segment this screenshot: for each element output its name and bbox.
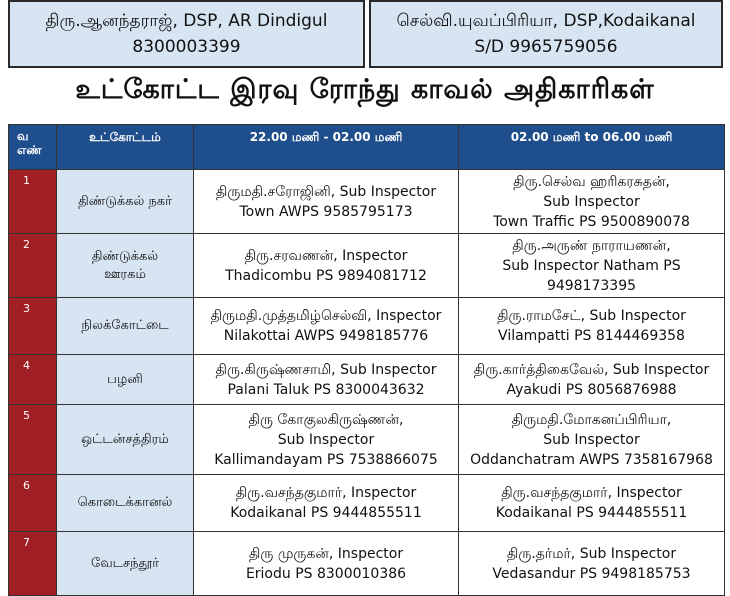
shift-2-officer-cell xyxy=(459,298,725,355)
shift-1-officer-line: திரு.கிருஷ்ணசாமி, Sub Inspector xyxy=(215,361,437,378)
shift-2-officer-cell xyxy=(459,532,725,596)
header-shift-1: 22.00 மணி - 02.00 மணி xyxy=(194,125,459,170)
shift-2-officer-line: 9498173395 xyxy=(546,277,637,294)
serial-number-cell: 2 xyxy=(9,234,57,298)
header-division: உட்கோட்டம் xyxy=(57,125,194,170)
division-cell xyxy=(57,234,194,298)
serial-number-cell: 3 xyxy=(9,298,57,355)
shift-2-officer-line: Vedasandur PS 9498185753 xyxy=(492,565,691,582)
header-left-phone: 8300003399 xyxy=(132,37,241,57)
shift-2-officer-line: திரு.கார்த்திகைவேல், Sub Inspector xyxy=(473,361,710,378)
shift-2-officer-line: திரு.வசந்தகுமார், Inspector xyxy=(501,485,682,501)
table-row xyxy=(9,532,725,596)
division-cell xyxy=(57,170,194,234)
shift-1-officer-line: Kallimandayam PS 7538866075 xyxy=(214,451,438,468)
division-line: நிலக்கோட்டை xyxy=(81,318,169,333)
shift-1-officer-line: Sub Inspector xyxy=(277,431,375,448)
table-row xyxy=(9,234,725,298)
shift-1-officer-line: Eriodu PS 8300010386 xyxy=(245,565,407,582)
serial-number-cell: 6 xyxy=(9,475,57,532)
division-cell xyxy=(57,298,194,355)
shift-1-officer-cell xyxy=(194,355,459,405)
serial-number-cell: 1 xyxy=(9,170,57,234)
shift-2-officer-line: திரு.ராமசேட், Sub Inspector xyxy=(497,308,686,324)
shift-2-officer-line: திரு.செல்வ ஹரிகரசுதன், xyxy=(513,173,670,190)
division-cell xyxy=(57,532,194,596)
shift-1-officer-cell xyxy=(194,298,459,355)
division-line: திண்டுக்கல் xyxy=(91,248,159,264)
shift-2-officer-line: Vilampatti PS 8144469358 xyxy=(498,328,685,344)
division-line: கொடைக்கானல் xyxy=(77,495,173,510)
shift-2-officer-line: Sub Inspector Natham PS xyxy=(502,257,681,274)
header-officer-left xyxy=(8,0,365,68)
serial-number-cell: 7 xyxy=(9,532,57,596)
table-row xyxy=(9,170,725,234)
shift-1-officer-cell xyxy=(194,170,459,234)
shift-1-officer-line: Palani Taluk PS 8300043632 xyxy=(227,381,425,398)
shift-1-officer-line: Thadicombu PS 9894081712 xyxy=(225,267,427,284)
shift-1-officer-line: திரு.சரவணன், Inspector xyxy=(244,247,408,264)
serial-number-cell: 5 xyxy=(9,405,57,475)
shift-2-officer-line: Ayakudi PS 8056876988 xyxy=(506,381,677,398)
shift-2-officer-cell xyxy=(459,355,725,405)
shift-1-officer-line: Nilakottai AWPS 9498185776 xyxy=(223,328,429,344)
division-cell xyxy=(57,355,194,405)
shift-2-officer-line: திரு.அருண் நாராயணன், xyxy=(512,237,671,254)
table-row xyxy=(9,405,725,475)
shift-2-officer-line: Oddanchatram AWPS 7358167968 xyxy=(470,451,713,468)
shift-2-officer-cell xyxy=(459,475,725,532)
shift-2-officer-cell xyxy=(459,170,725,234)
shift-1-officer-cell xyxy=(194,234,459,298)
division-line: வேடசந்தூர் xyxy=(90,555,160,571)
header-right-phone: S/D 9965759056 xyxy=(474,37,618,57)
shift-2-officer-line: Kodaikanal PS 9444855511 xyxy=(495,505,688,521)
shift-1-officer-cell xyxy=(194,405,459,475)
division-line: திண்டுக்கல் நகர் xyxy=(78,193,172,209)
header-right-name: செல்வி.யுவப்பிரியா, DSP,Kodaikanal xyxy=(396,11,696,31)
page-title: உட்கோட்ட இரவு ரோந்து காவல் அதிகாரிகள் xyxy=(75,74,655,105)
shift-2-officer-line: திருமதி.மோகனப்பிரியா, xyxy=(511,411,672,428)
shift-2-officer-line: Sub Inspector xyxy=(543,193,640,210)
header-serial-number: வ எண் xyxy=(9,125,57,170)
shift-1-officer-line: திரு முருகன், Inspector xyxy=(248,545,404,562)
division-line: ஊரகம் xyxy=(104,266,146,282)
shift-2-officer-line: Town Traffic PS 9500890078 xyxy=(493,213,690,230)
shift-1-officer-cell xyxy=(194,475,459,532)
shift-2-officer-cell xyxy=(459,405,725,475)
header-left-name: திரு.ஆனந்தராஜ், DSP, AR Dindigul xyxy=(45,11,328,31)
serial-number-cell: 4 xyxy=(9,355,57,405)
division-line: பழனி xyxy=(107,371,143,387)
table-row xyxy=(9,355,725,405)
shift-1-officer-line: திரு.வசந்தகுமார், Inspector xyxy=(235,485,417,501)
division-line: ஒட்டன்சத்திரம் xyxy=(81,431,169,447)
table-row xyxy=(9,298,725,355)
header-officer-right xyxy=(369,0,723,68)
shift-1-officer-line: திருமதி.சரோஜினி, Sub Inspector xyxy=(215,183,437,200)
shift-1-officer-line: Town AWPS 9585795173 xyxy=(239,203,413,220)
shift-1-officer-line: Kodaikanal PS 9444855511 xyxy=(230,505,422,521)
shift-1-officer-line: திருமதி.முத்தமிழ்செல்வி, Inspector xyxy=(210,308,442,324)
division-cell xyxy=(57,475,194,532)
shift-2-officer-line: திரு.தர்மர், Sub Inspector xyxy=(506,545,677,562)
shift-2-officer-cell xyxy=(459,234,725,298)
shift-1-officer-line: திரு கோகுலகிருஷ்ணன், xyxy=(248,411,404,428)
header-shift-2: 02.00 மணி to 06.00 மணி xyxy=(459,125,725,170)
table-header-row xyxy=(9,125,725,170)
patrol-officers-table xyxy=(8,124,725,596)
shift-1-officer-cell xyxy=(194,532,459,596)
table-row xyxy=(9,475,725,532)
division-cell xyxy=(57,405,194,475)
shift-2-officer-line: Sub Inspector xyxy=(543,431,640,448)
